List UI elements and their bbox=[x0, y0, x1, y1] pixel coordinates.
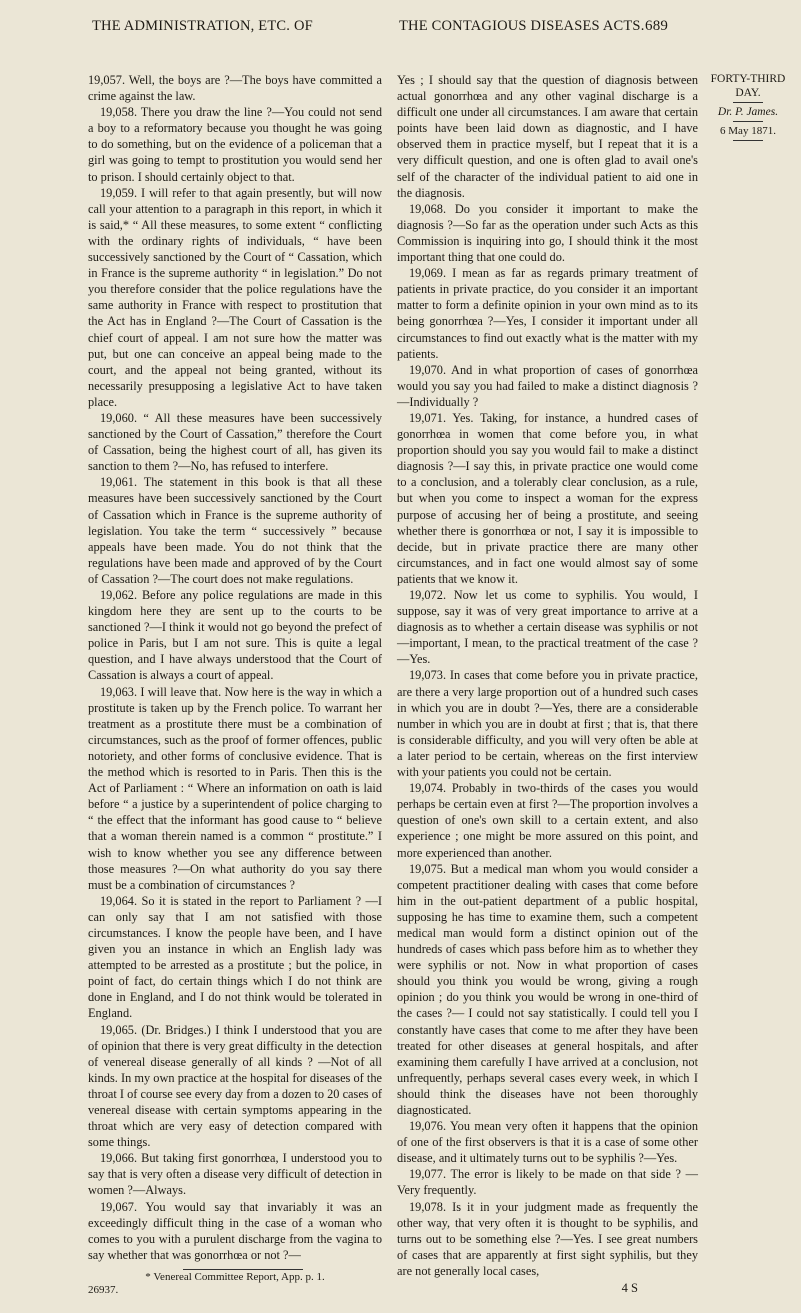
paragraph-19068: 19,068. Do you consider it important to make the diagnosis ?—So far as the operation under such Acts as this Commission is inquiring into go, I should think it the most important thing that one could do. bbox=[397, 201, 698, 265]
print-code: 26937. bbox=[88, 1283, 119, 1296]
footnote-rule bbox=[183, 1269, 303, 1270]
paragraph-19077: 19,077. The error is likely to be made on that side ? —Very frequently. bbox=[397, 1167, 698, 1198]
margin-date: 6 May 1871. bbox=[720, 125, 776, 137]
paragraph-19069: 19,069. I mean as far as regards primary treatment of patients in private practice, do you consider it an important matter to form a definite opinion in your own mind as to its being gonorrhœa ?—Yes, I consider it important under all circumstances to find out exactly what is the matter with my patients. bbox=[397, 266, 698, 361]
paragraph-19066: 19,066. But taking first gonorrhœa, I understood you to say that is very often a disease very difficult of detection in women ?—Always. bbox=[88, 1151, 382, 1198]
paragraph-19060: 19,060. “ All these measures have been successively sanctioned by the Court of Cassation,” therefore the Court of Cassation, being the highest court of all, has given its sanction to them ?—No, has refused to interfere. bbox=[88, 410, 382, 474]
paragraph-19057: 19,057. Well, the boys are ?—The boys have committed a crime against the law. bbox=[88, 73, 382, 104]
margin-witness: Dr. P. James. bbox=[717, 106, 779, 118]
page-number: 689 bbox=[645, 18, 669, 34]
margin-rule bbox=[733, 121, 763, 122]
paragraph-19078: 19,078. Is it in your judgment made as frequently the other way, that very often it is thought to be syphilis, and turns out to be something else ?—Yes. I see great numbers of cases that are apparently at first sight syphilis, but they are not generally local cases, bbox=[397, 1199, 698, 1278]
paragraph-19070: 19,070. And in what proportion of cases of gonorrhœa would you say you had failed to make a distinct diagnosis ?—Individually ? bbox=[397, 362, 698, 409]
paragraph-19062: 19,062. Before any police regulations are made in this kingdom here they are sent up to the courts to be sanctioned ?—I think it would not go beyond the prefect of police in Paris, but I am not sure. This is quite a legal question, and I have always understood that the Court of Cassation is always a court of appeal. bbox=[88, 588, 382, 683]
margin-note bbox=[708, 72, 788, 143]
signature-mark: 4 S bbox=[621, 1281, 638, 1296]
paragraph-19076: 19,076. You mean very often it happens that the opinion of one of the first observers is that it is a case of some other disease, and it ultimately turns out to be syphilis ?—Yes. bbox=[397, 1119, 698, 1166]
margin-rule bbox=[733, 102, 763, 103]
paragraph-19058: 19,058. There you draw the line ?—You could not send a boy to a reformatory because you thought he was going to do something, but on the evidence of a policeman that a girl was going to tempt to prostitution you would send her to prison. I should certainly object to that. bbox=[88, 105, 382, 184]
paragraph-19067-answer: Yes ; I should say that the question of diagnosis between actual gonorrhœa and any other vaginal discharge is a difficult one under all circumstances. I am aware that certain points have been laid down as diagnostic, and I have observed them in practice myself, but I repeat that it is a very difficult question, and one is often glad to avail one's self of the character of the individual patient to aid one in the diagnosis. bbox=[397, 73, 698, 200]
paragraph-19073: 19,073. In cases that come before you in private practice, are there a very large proportion out of a hundred such cases in which you are in doubt ?—Yes, there are a considerable number in which you are in doubt at first ; that is, that there is considerable difficulty, and you will very often be able at a later period to be certain, whereas on the first interview with your patients you could not be certain. bbox=[397, 668, 698, 780]
left-column bbox=[88, 72, 382, 1297]
paragraph-19072: 19,072. Now let us come to syphilis. You would, I suppose, say it was of very great importance to arrive at a diagnosis as to whether a certain disease was syphilis or not —important, I mean, to the practical treatment of the case ?—Yes. bbox=[397, 588, 698, 667]
margin-day: FORTY-THIRD DAY. bbox=[710, 73, 786, 99]
margin-rule bbox=[733, 140, 763, 141]
paragraph-19067: 19,067. You would say that invariably it was an exceedingly difficult thing in the case of a woman who comes to you with a purulent discharge from the vagina to say whether that was gonorrhœa or not ?— bbox=[88, 1199, 382, 1262]
footnote: * Venereal Committee Report, App. p. 1. bbox=[145, 1270, 325, 1283]
header-right-title: THE CONTAGIOUS DISEASES ACTS. bbox=[399, 18, 645, 34]
paragraph-19065: 19,065. (Dr. Bridges.) I think I understood that you are of opinion that there is very great difficulty in the detection of venereal disease generally of all kinds ? —Not of all kinds. In my own practice at the hospital for diseases of the throat I of course see every day from a dozen to 20 cases of venereal disease with certain symptoms appearing in the throat which are very easy of detection compared with some things. bbox=[88, 1022, 382, 1150]
paragraph-19071: 19,071. Yes. Taking, for instance, a hundred cases of gonorrhœa in women that come before you, in what proportion should you say you would fail to make a distinct diagnosis ?—I say this, in private practice one would come to a conclusion, and a tolerably clear conclusion, as a rule, but when you come to inspect a woman for the express purpose of accusing her of being a prostitute, and seeing whether there is gonorrhœa or not, I say it is impossible to decide, but in private practice there are many other circumstances, and in fact one would almost say of some patients that we know it. bbox=[397, 410, 698, 586]
paragraph-19074: 19,074. Probably in two-thirds of the cases you would perhaps be certain even at first ?—The proportion involves a question of one's own skill to a certain extent, and also experience ; one might be more assured on this point, and more experienced than another. bbox=[397, 781, 698, 860]
paragraph-19075: 19,075. But a medical man whom you would consider a competent practitioner dealing with cases that come before him in the out-patient department of a public hospital, supposing he has time to examine them, such a competent medical man would form a distinct opinion out of the hundreds of cases which pass before him as to whether they were syphilis or not. Now in what proportion of cases should you think you would be wrong, giving a rough opinion ; do you think you would be wrong in one-third of the cases ?— I could not say statistically. I could tell you I constantly have cases that come to me after they have been treated for other diseases at general hospitals, and after examining them carefully I have arrived at a conclusion, not unfrequently, perhaps several cases every week, in which I should think the diseases have not been thoroughly diagnosticated. bbox=[397, 861, 698, 1117]
paragraph-19063: 19,063. I will leave that. Now here is the way in which a prostitute is taken up by the French police. To warrant her treatment as a prostitute there must be a combination of circumstances, such as the proof of former offences, public notoriety, and other forms of conclusive evidence. That is the method which is resorted to in Paris. Then this is the Act of Parliament : “ Where an information on oath is laid before “ a justice by a superintendent of police charging to “ the effect that the informant has good cause to “ believe that a woman therein named is a common “ prostitute.” I wish to know whether you see any difference between those measures ?—On what authority do you say there must be a combination of circumstances ? bbox=[88, 684, 382, 892]
right-column bbox=[397, 72, 698, 1296]
paragraph-19059: 19,059. I will refer to that again presently, but will now call your attention to a paragraph in this report, in which it is said,* “ All these measures, to some extent “ conflicting with the ordinary rights of individuals, “ have been successively sanctioned by the Court of “ Cassation, which in France is the supreme authority “ in legislation.” Do not you therefore consider that the police regulations have the same authority in France with respect to prostitution that the Act has in England ?—The Court of Cassation is the chief court of appeal. I am not sure how the matter was put, but one can conceive an appeal being made to the court, and the appeal not being granted, without its necessarily presupposing a legislative Act to have taken place. bbox=[88, 185, 382, 409]
header-left-title: THE ADMINISTRATION, ETC. OF bbox=[92, 18, 313, 34]
paragraph-19061: 19,061. The statement in this book is that all these measures have been successively sanctioned by the Court of Cassation which in France is the supreme authority of legislation. You take the term “ successively ” because appeals have been made. You do not think that the regulations have been made and approved of by the Court of Cassation ?—The court does not make regulations. bbox=[88, 475, 382, 586]
paragraph-19064: 19,064. So it is stated in the report to Parliament ? —I can only say that I am not satisfied with those circumstances. I know the people have been, and I have given you an instance in which an English lady was attempted to be arrested as a prostitute ; but the police, in point of fact, do certain things which I do not think are done in England, and I do not think would be tolerated in England. bbox=[88, 893, 382, 1021]
